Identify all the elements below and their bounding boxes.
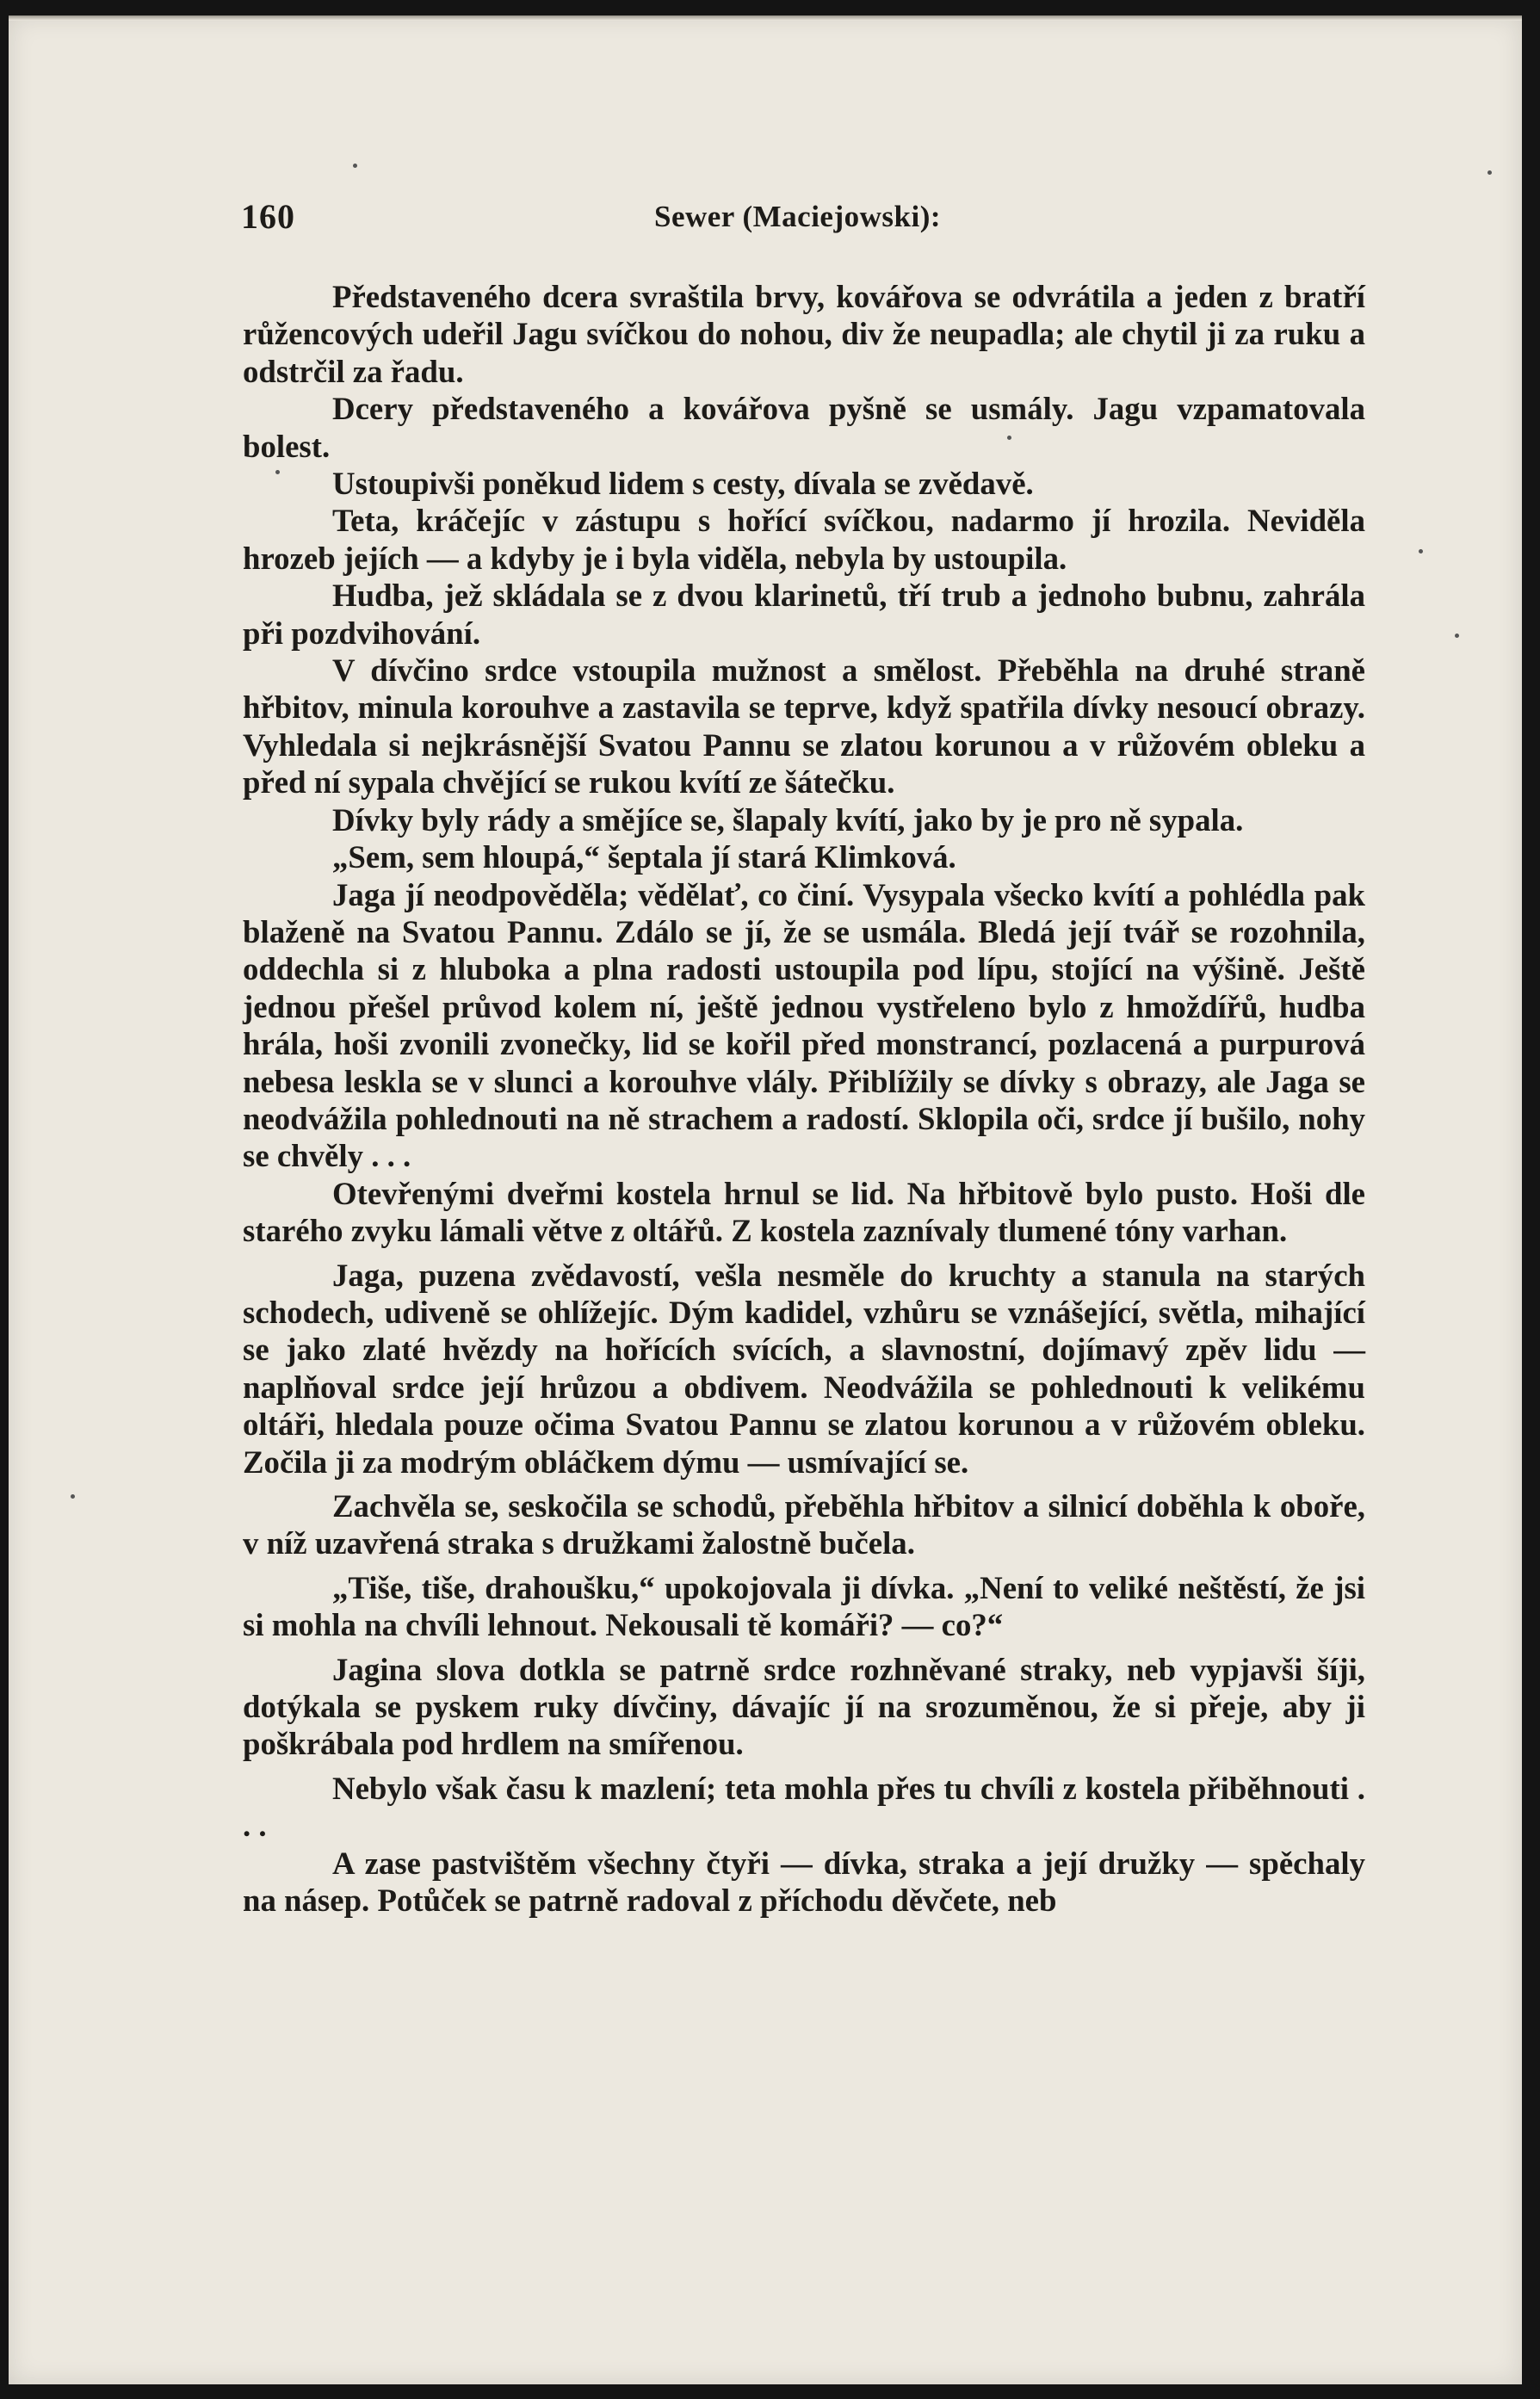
paragraph: „Tiše, tiše, drahoušku,“ upokojovala ji dívka. „Není to veliké neštěstí, že jsi si mohla na chvíli lehnout. Nekousali tě komáři? — co?“	[243, 1569, 1365, 1643]
paragraph: Zachvěla se, seskočila se schodů, přeběhla hřbitov a silnicí doběhla k oboře, v níž uzavřená straka s družkami žalostně bučela.	[243, 1488, 1365, 1561]
paragraph: Jagina slova dotkla se patrně srdce rozhněvané straky, neb vypjavši šíji, dotýkala se pyskem ruky dívčiny, dávajíc jí na srozuměnou, že si přeje, aby ji poškrábala pod hrdlem na smířenou.	[243, 1651, 1365, 1762]
print-speck	[1007, 436, 1011, 440]
paragraph: Jaga, puzena zvědavostí, vešla nesměle do kruchty a stanula na starých schodech, udiveně se ohlížejíc. Dým kadidel, vzhůru se vznášející, světla, mihající se jako zlaté hvězdy na hořících svících, a slavnostní, dojímavý zpěv lidu — naplňoval srdce její hrůzou a obdivem. Neodvážila se pohlednouti k velikému oltáři, hledala pouze očima Svatou Pannu se zlatou korunou a v růžovém obleku. Zočila ji za modrým obláčkem dýmu — usmívající se.	[243, 1257, 1365, 1480]
page-header	[241, 196, 1369, 239]
paragraph: Jaga jí neodpověděla; vědělať, co činí. Vysypala všecko kvítí a pohlédla pak blaženě na Svatou Pannu. Zdálo se jí, že se usmála. Bledá její tvář se rozohnila, oddechla si z hluboka a plna radosti ustoupila pod lípu, stojící na výšině. Ještě jednou přešel průvod kolem ní, ještě jednou vystřeleno bylo z hmoždířů, hudba hrála, hoši zvonili zvonečky, lid se kořil před monstrancí, pozlacená a purpurová nebesa leskla se v slunci a korouhve vlály. Přiblížily se dívky s obrazy, ale Jaga se neodvážila pohlednouti na ně strachem a radostí. Sklopila oči, srdce jí bušilo, nohy se chvěly . . .	[243, 876, 1365, 1174]
running-title: Sewer (Maciejowski):	[654, 200, 941, 233]
paragraph: Dívky byly rády a smějíce se, šlapaly kvítí, jako by je pro ně sypala.	[332, 801, 1244, 838]
paragraph: A zase pastvištěm všechny čtyři — dívka, straka a její družky — spěchaly na násep. Potůček se patrně radoval z příchodu děvčete, neb	[243, 1845, 1365, 1919]
page-number: 160	[241, 197, 295, 236]
paragraph: Hudba, jež skládala se z dvou klarinetů, tří trub a jednoho bubnu, zahrála při pozdvihování.	[243, 578, 1365, 651]
paragraph: Teta, kráčejíc v zástupu s hořící svíčkou, nadarmo jí hrozila. Neviděla hrozeb jejích — a kdyby je i byla viděla, nebyla by ustoupila.	[243, 503, 1365, 576]
paragraph: Nebylo však času k mazlení; teta mohla přes tu chvíli z kostela přiběhnouti . . .	[243, 1770, 1365, 1844]
print-speck	[71, 1494, 75, 1499]
print-speck	[1419, 549, 1423, 553]
print-speck	[353, 164, 357, 168]
page-top-edge	[9, 15, 1522, 21]
print-speck	[275, 470, 280, 474]
print-speck	[1455, 634, 1459, 638]
print-speck	[1487, 170, 1492, 175]
paragraph: Otevřenými dveřmi kostela hrnul se lid. Na hřbitově bylo pusto. Hoši dle starého zvyku lámali větve z oltářů. Z kostela zaznívaly tlumené tóny varhan.	[243, 1175, 1365, 1249]
paragraph: „Sem, sem hloupá,“ šeptala jí stará Klimková.	[332, 839, 956, 875]
body-text	[243, 278, 1365, 1919]
paragraph: V dívčino srdce vstoupila mužnost a smělost. Přeběhla na druhé straně hřbitov, minula korouhve a zastavila se teprve, když spatřila dívky nesoucí obrazy. Vyhledala si nejkrásnější Svatou Pannu se zlatou korunou a v růžovém obleku a před ní sypala chvějící se rukou kvítí ze šátečku.	[243, 652, 1365, 801]
paragraph: Dcery představeného a kovářova pyšně se usmály. Jagu vzpamatovala bolest.	[243, 391, 1365, 464]
paragraph: Ustoupivši poněkud lidem s cesty, dívala se zvědavě.	[332, 466, 1034, 502]
paragraph: Představeného dcera svraštila brvy, kovářova se odvrátila a jeden z bratří růžencových udeřil Jagu svíčkou do nohou, div že neupadla; ale chytil ji za ruku a odstrčil za řadu.	[243, 279, 1365, 389]
book-page	[9, 15, 1522, 2384]
